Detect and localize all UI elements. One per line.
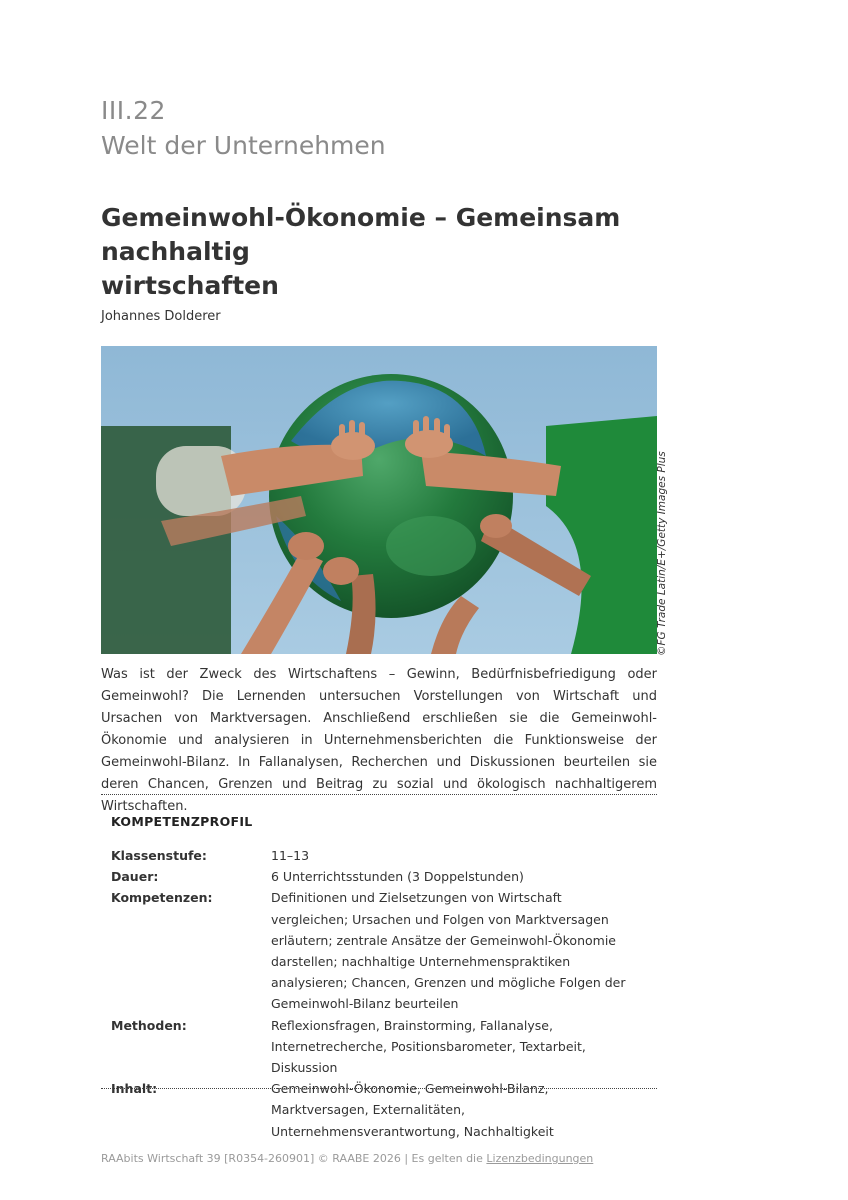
page-title-line-2: wirtschaften: [101, 271, 279, 300]
divider-bottom: [101, 1088, 657, 1089]
divider-top: [101, 794, 657, 795]
page-footer: [101, 1152, 593, 1165]
profile-heading: KOMPETENZPROFIL: [111, 814, 253, 829]
profile-label: Inhalt:: [111, 1081, 158, 1097]
profile-value: 11–13: [271, 848, 310, 863]
profile-label: Dauer:: [111, 869, 159, 885]
profile-label: Kompetenzen:: [111, 890, 213, 906]
series-title: Welt der Unternehmen: [101, 131, 386, 160]
page-title-line-1: Gemeinwohl-Ökonomie – Gemeinsam nachhaltig: [101, 203, 621, 266]
profile-row-duration: [111, 866, 651, 887]
profile-value: Gemeinwohl-Ökonomie, Gemeinwohl-Bilanz, Marktversagen, Externalitäten, Unternehmensverantwortung, Nachhaltigkeit: [271, 1081, 554, 1139]
profile-row-grade: [111, 845, 651, 866]
intro-paragraph: Was ist der Zweck des Wirtschaftens – Gewinn, Bedürfnisbefriedigung oder Gemeinwohl? Die Lernenden untersuchen Vorstellungen von Wirtschaft und Ursachen von Marktversagen. Anschließend erschließen sie die Gemeinwohl-Ökonomie und analysieren in Unternehmensberichten die Funktionsweise der Gemeinwohl-Bilanz. In Fallanalysen, Recherchen und Diskussionen beurteilen sie deren Chancen, Grenzen und Beitrag zu sozial und ökologisch nachhaltigerem Wirtschaften.: [101, 667, 657, 814]
competence-profile-table: [111, 845, 651, 1142]
series-number: III.22: [101, 96, 166, 125]
profile-row-methods: [111, 1015, 651, 1079]
image-credit-text: ©FG Trade Latin/E+/Getty Images Plus: [656, 451, 668, 656]
image-credit: [656, 451, 680, 656]
author-name: Johannes Dolderer: [101, 309, 221, 324]
profile-value: Reflexionsfragen, Brainstorming, Fallanalyse, Internetrecherche, Positionsbarometer, Textarbeit, Diskussion: [271, 1017, 586, 1076]
profile-row-competences: [111, 887, 651, 1014]
profile-label: Klassenstufe:: [111, 848, 207, 863]
profile-label: Methoden:: [111, 1017, 187, 1033]
page-title: [101, 201, 681, 303]
footer-text: RAAbits Wirtschaft 39 [R0354-260901] © RAABE 2026 | Es gelten die: [101, 1152, 487, 1165]
hero-image: [101, 346, 657, 654]
license-link[interactable]: Lizenzbedingungen: [486, 1152, 594, 1165]
profile-value: 6 Unterrichtsstunden (3 Doppelstunden): [271, 869, 524, 885]
profile-value: Definitionen und Zielsetzungen von Wirtschaft vergleichen; Ursachen und Folgen von Marktversagen erläutern; zentrale Ansätze der Gemeinwohl-Ökonomie darstellen; nachhaltige Unternehmenspraktiken analysieren; Chancen, Grenzen und mögliche Folgen der Gemeinwohl-Bilanz beurteilen: [271, 890, 626, 1012]
